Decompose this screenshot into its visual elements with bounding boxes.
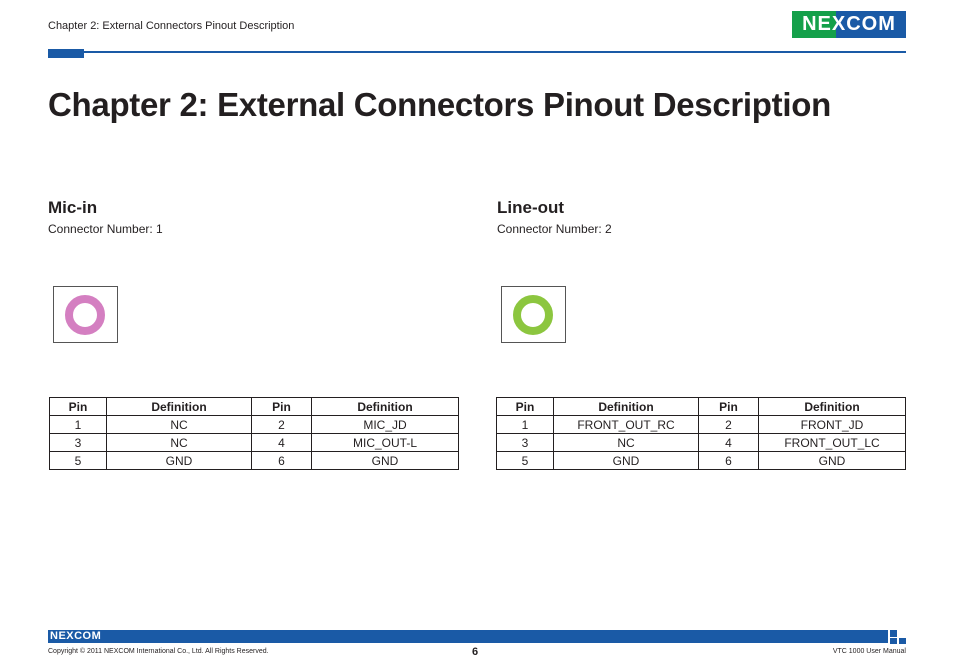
header-rule	[84, 51, 906, 53]
table-cell: NC	[554, 434, 699, 452]
nexcom-logo	[792, 11, 906, 38]
table-header-row	[50, 398, 459, 416]
table-cell: FRONT_JD	[759, 416, 906, 434]
table-cell: 3	[50, 434, 107, 452]
table-cell: 2	[252, 416, 312, 434]
header-accent-block	[48, 49, 84, 58]
table-cell: NC	[107, 416, 252, 434]
manual-name: VTC 1000 User Manual	[832, 648, 906, 655]
table-cell: GND	[312, 452, 459, 470]
column-header: Pin	[699, 398, 759, 416]
table-row	[50, 434, 459, 452]
table-cell: GND	[759, 452, 906, 470]
table-row	[50, 452, 459, 470]
column-header: Pin	[252, 398, 312, 416]
table-row	[497, 452, 906, 470]
copyright-text: Copyright © 2011 NEXCOM International Co., Ltd. All Rights Reserved.	[48, 648, 269, 655]
footer-square-icon	[899, 638, 906, 644]
section-title-mic-in: Mic-in	[48, 198, 98, 217]
section-subtitle-line-out: Connector Number: 2	[497, 222, 612, 236]
table-cell: MIC_JD	[312, 416, 459, 434]
table-cell: 4	[699, 434, 759, 452]
table-cell: GND	[107, 452, 252, 470]
line-out-jack-icon	[513, 295, 553, 335]
column-header: Definition	[759, 398, 906, 416]
table-cell: FRONT_OUT_LC	[759, 434, 906, 452]
table-cell: 5	[497, 452, 554, 470]
logo-text: NEXCOM	[802, 13, 896, 35]
table-cell: 6	[699, 452, 759, 470]
footer-square-icon	[890, 638, 897, 644]
section-title-line-out: Line-out	[497, 198, 565, 217]
table-cell: 5	[50, 452, 107, 470]
table-cell: 4	[252, 434, 312, 452]
table-cell: NC	[107, 434, 252, 452]
footer-logo: NEXCOM	[50, 630, 102, 642]
mic-in-jack-icon	[65, 295, 105, 335]
column-header: Definition	[312, 398, 459, 416]
mic-in-pinout-table	[49, 397, 459, 470]
table-cell: 3	[497, 434, 554, 452]
line-out-pinout-table	[496, 397, 906, 470]
table-cell: 1	[50, 416, 107, 434]
line-out-connector-figure	[501, 286, 566, 343]
column-header: Definition	[554, 398, 699, 416]
column-header: Pin	[50, 398, 107, 416]
table-cell: MIC_OUT-L	[312, 434, 459, 452]
mic-in-connector-figure	[53, 286, 118, 343]
table-cell: 1	[497, 416, 554, 434]
footer-square-icon	[890, 630, 897, 637]
table-row	[50, 416, 459, 434]
table-cell: GND	[554, 452, 699, 470]
table-cell: 6	[252, 452, 312, 470]
table-row	[497, 434, 906, 452]
table-cell: 2	[699, 416, 759, 434]
section-subtitle-mic-in: Connector Number: 1	[48, 222, 163, 236]
footer-bar	[48, 630, 888, 643]
table-header-row	[497, 398, 906, 416]
table-cell: FRONT_OUT_RC	[554, 416, 699, 434]
running-head: Chapter 2: External Connectors Pinout Description	[48, 20, 295, 32]
page-number: 6	[472, 646, 479, 658]
table-row	[497, 416, 906, 434]
column-header: Definition	[107, 398, 252, 416]
column-header: Pin	[497, 398, 554, 416]
page-title: Chapter 2: External Connectors Pinout Description	[48, 86, 831, 123]
